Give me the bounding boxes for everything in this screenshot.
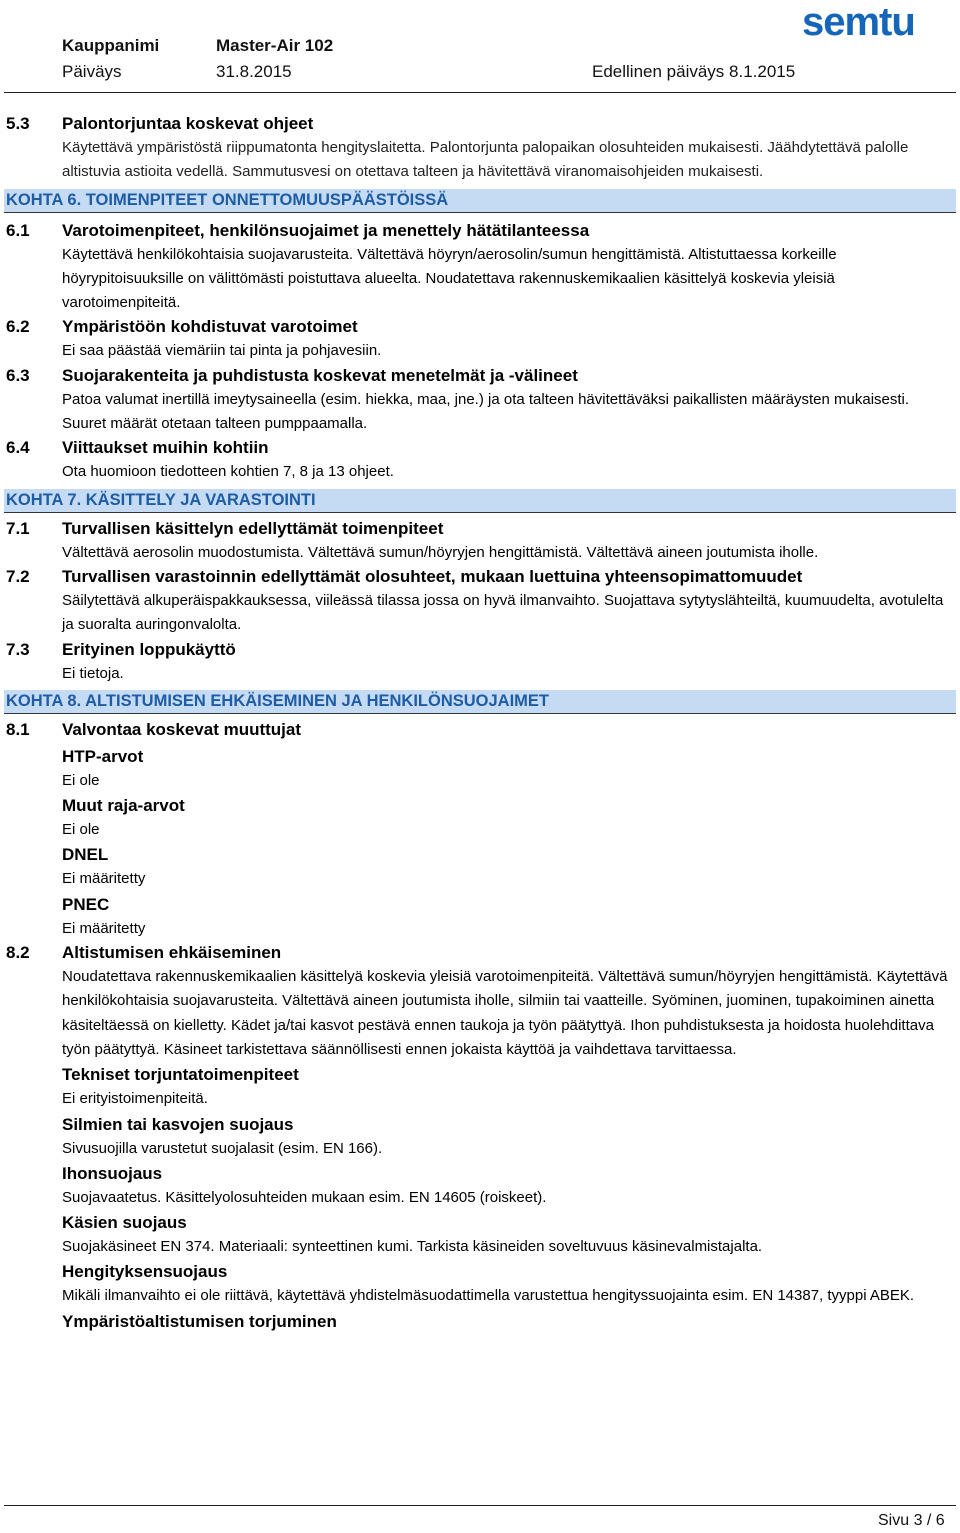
respiratory-protection-value: Mikäli ilmanvaihto ei ole riittävä, käytettävä yhdistelmäsuodattimella varustettua hengityssuojainta esim. EN 14387, tyyppi ABEK. bbox=[62, 1287, 915, 1305]
eye-protection-value: Sivusuojilla varustetut suojalasit (esim. EN 166). bbox=[62, 1139, 383, 1157]
section-6-2 bbox=[4, 315, 956, 339]
section-text: Ei tietoja. bbox=[62, 664, 124, 682]
section-text: Ota huomioon tiedotteen kohtien 7, 8 ja 13 ohjeet. bbox=[62, 463, 394, 481]
section-title: Palontorjuntaa koskevat ohjeet bbox=[62, 114, 314, 133]
document-body bbox=[4, 112, 956, 1334]
section-text: Vältettävä aerosolin muodostumista. Vältettävä sumun/höyryjen hengittämistä. Vältettävä aineen joutumista iholle. bbox=[62, 543, 819, 561]
section-6-3 bbox=[4, 364, 956, 388]
footer-divider bbox=[4, 1505, 956, 1506]
section-6-1 bbox=[4, 219, 956, 243]
section-number: 6.2 bbox=[6, 317, 30, 337]
hand-protection-title: Käsien suojaus bbox=[62, 1213, 187, 1233]
page-number: Sivu 3 / 6 bbox=[878, 1512, 945, 1529]
other-limits-title: Muut raja-arvot bbox=[62, 796, 185, 816]
section-7-3 bbox=[4, 638, 956, 662]
section-number: 5.3 bbox=[6, 114, 30, 133]
section-text: Ei saa päästää viemäriin tai pinta ja pohjavesiin. bbox=[62, 342, 382, 360]
date-label: Päiväys bbox=[62, 62, 122, 81]
section-8-1 bbox=[4, 718, 956, 742]
section-title: Suojarakenteita ja puhdistusta koskevat menetelmät ja -välineet bbox=[62, 365, 578, 385]
section-title: Varotoimenpiteet, henkilönsuojaimet ja menettely hätätilanteessa bbox=[62, 220, 590, 240]
htp-title: HTP-arvot bbox=[62, 746, 144, 766]
hand-protection-value: Suojakäsineet EN 374. Materiaali: synteettinen kumi. Tarkista käsineiden soveltuvuus käsinevalmistajalta. bbox=[62, 1238, 763, 1256]
section-7-2 bbox=[4, 565, 956, 589]
section-text: Patoa valumat inertillä imeytysaineella (esim. hiekka, maa, jne.) ja ota talteen hävitettäväksi paikallisten määräysten mukaisesti. Suuret määrät otetaan talteen pumppaamalla. bbox=[62, 390, 910, 433]
kohta-6-heading: KOHTA 6. TOIMENPITEET ONNETTOMUUSPÄÄSTÖISSÄ bbox=[4, 189, 956, 213]
respiratory-protection-title: Hengityksensuojaus bbox=[62, 1262, 228, 1282]
kohta-8-heading: KOHTA 8. ALTISTUMISEN EHKÄISEMINEN JA HENKILÖNSUOJAIMET bbox=[4, 690, 956, 714]
section-8-2 bbox=[4, 941, 956, 965]
header-divider bbox=[4, 92, 956, 93]
pnec-title: PNEC bbox=[62, 894, 110, 914]
section-number: 8.2 bbox=[6, 943, 30, 963]
skin-protection-value: Suojavaatetus. Käsittelyolosuhteiden mukaan esim. EN 14605 (roiskeet). bbox=[62, 1188, 547, 1206]
section-number: 8.1 bbox=[6, 719, 30, 739]
semtu-logo: semtu bbox=[802, 0, 915, 44]
section-number: 6.1 bbox=[6, 220, 30, 240]
section-number: 7.3 bbox=[6, 639, 30, 659]
section-text: Käytettävä henkilökohtaisia suojavarusteita. Vältettävä höyryn/aerosolin/sumun hengittämistä. Altistuttaessa korkeille höyrypitoisuuksille on välittömästi poistuttava alueelta. Noudatettava rakennuskemikaalien käsittelyä koskevia yleisiä varotoimenpiteitä. bbox=[62, 245, 837, 312]
environmental-exposure-title: Ympäristöaltistumisen torjuminen bbox=[62, 1311, 337, 1331]
section-number: 7.2 bbox=[6, 566, 30, 586]
section-title: Turvallisen käsittelyn edellyttämät toimenpiteet bbox=[62, 518, 444, 538]
section-title: Ympäristöön kohdistuvat varotoimet bbox=[62, 317, 358, 337]
section-6-4 bbox=[4, 436, 956, 460]
trader-value: Master-Air 102 bbox=[216, 36, 334, 55]
section-5-3 bbox=[4, 112, 956, 136]
eye-protection-title: Silmien tai kasvojen suojaus bbox=[62, 1114, 294, 1134]
previous-date: Edellinen päiväys 8.1.2015 bbox=[592, 62, 796, 81]
section-number: 6.3 bbox=[6, 365, 30, 385]
section-number: 6.4 bbox=[6, 438, 30, 458]
kohta-7-heading: KOHTA 7. KÄSITTELY JA VARASTOINTI bbox=[4, 489, 956, 513]
dnel-title: DNEL bbox=[62, 845, 109, 865]
section-text: Käytettävä ympäristöstä riippumatonta hengityslaitetta. Palontorjunta palopaikan olosuhteiden mukaisesti. Jäähdytettävä palolle altistuvia astioita vedellä. Sammutusvesi on otettava talteen ja hävitettävä viranomaisohjeiden mukaisesti. bbox=[62, 139, 909, 181]
htp-value: Ei ole bbox=[62, 771, 100, 789]
date-value: 31.8.2015 bbox=[216, 62, 292, 81]
trader-label: Kauppanimi bbox=[62, 36, 160, 55]
section-title: Turvallisen varastoinnin edellyttämät olosuhteet, mukaan luettuina yhteensopimattomuudet bbox=[62, 566, 803, 586]
pnec-value: Ei määritetty bbox=[62, 919, 146, 937]
section-number: 7.1 bbox=[6, 518, 30, 538]
section-title: Altistumisen ehkäiseminen bbox=[62, 943, 282, 963]
section-title: Valvontaa koskevat muuttujat bbox=[62, 719, 302, 739]
dnel-value: Ei määritetty bbox=[62, 870, 146, 888]
section-text: Säilytettävä alkuperäispakkauksessa, viileässä tilassa jossa on hyvä ilmanvaihto. Suojattava sytytyslähteiltä, kuumuudelta, avotulelta ja suoralta auringonvalolta. bbox=[62, 591, 944, 634]
section-title: Erityinen loppukäyttö bbox=[62, 639, 236, 659]
section-title: Viittaukset muihin kohtiin bbox=[62, 438, 269, 458]
other-limits-value: Ei ole bbox=[62, 821, 100, 839]
skin-protection-title: Ihonsuojaus bbox=[62, 1163, 163, 1183]
technical-controls-value: Ei erityistoimenpiteitä. bbox=[62, 1090, 208, 1108]
technical-controls-title: Tekniset torjuntatoimenpiteet bbox=[62, 1065, 299, 1085]
section-7-1 bbox=[4, 517, 956, 541]
section-text: Noudatettava rakennuskemikaalien käsittelyä koskevia yleisiä varotoimenpiteitä. Vältettävä sumun/höyryjen hengittämistä. Käytettävä henkilökohtaisia suojavarusteita. Vältettävä aineen joutumista iholle, silmiin tai vaatteille. Syöminen, juominen, tupakoiminen ainetta käsiteltäessä on kielletty. Kädet ja/tai kasvot pestävä ennen taukoja ja työn päätyttyä. Ihon puhdistuksesta ja hoidosta huolehdittava työn päätyttyä. Käsineet tarkistettava säännöllisesti ennen jokaista käyttöä ja vaihdettava tarvittaessa. bbox=[62, 968, 948, 1058]
